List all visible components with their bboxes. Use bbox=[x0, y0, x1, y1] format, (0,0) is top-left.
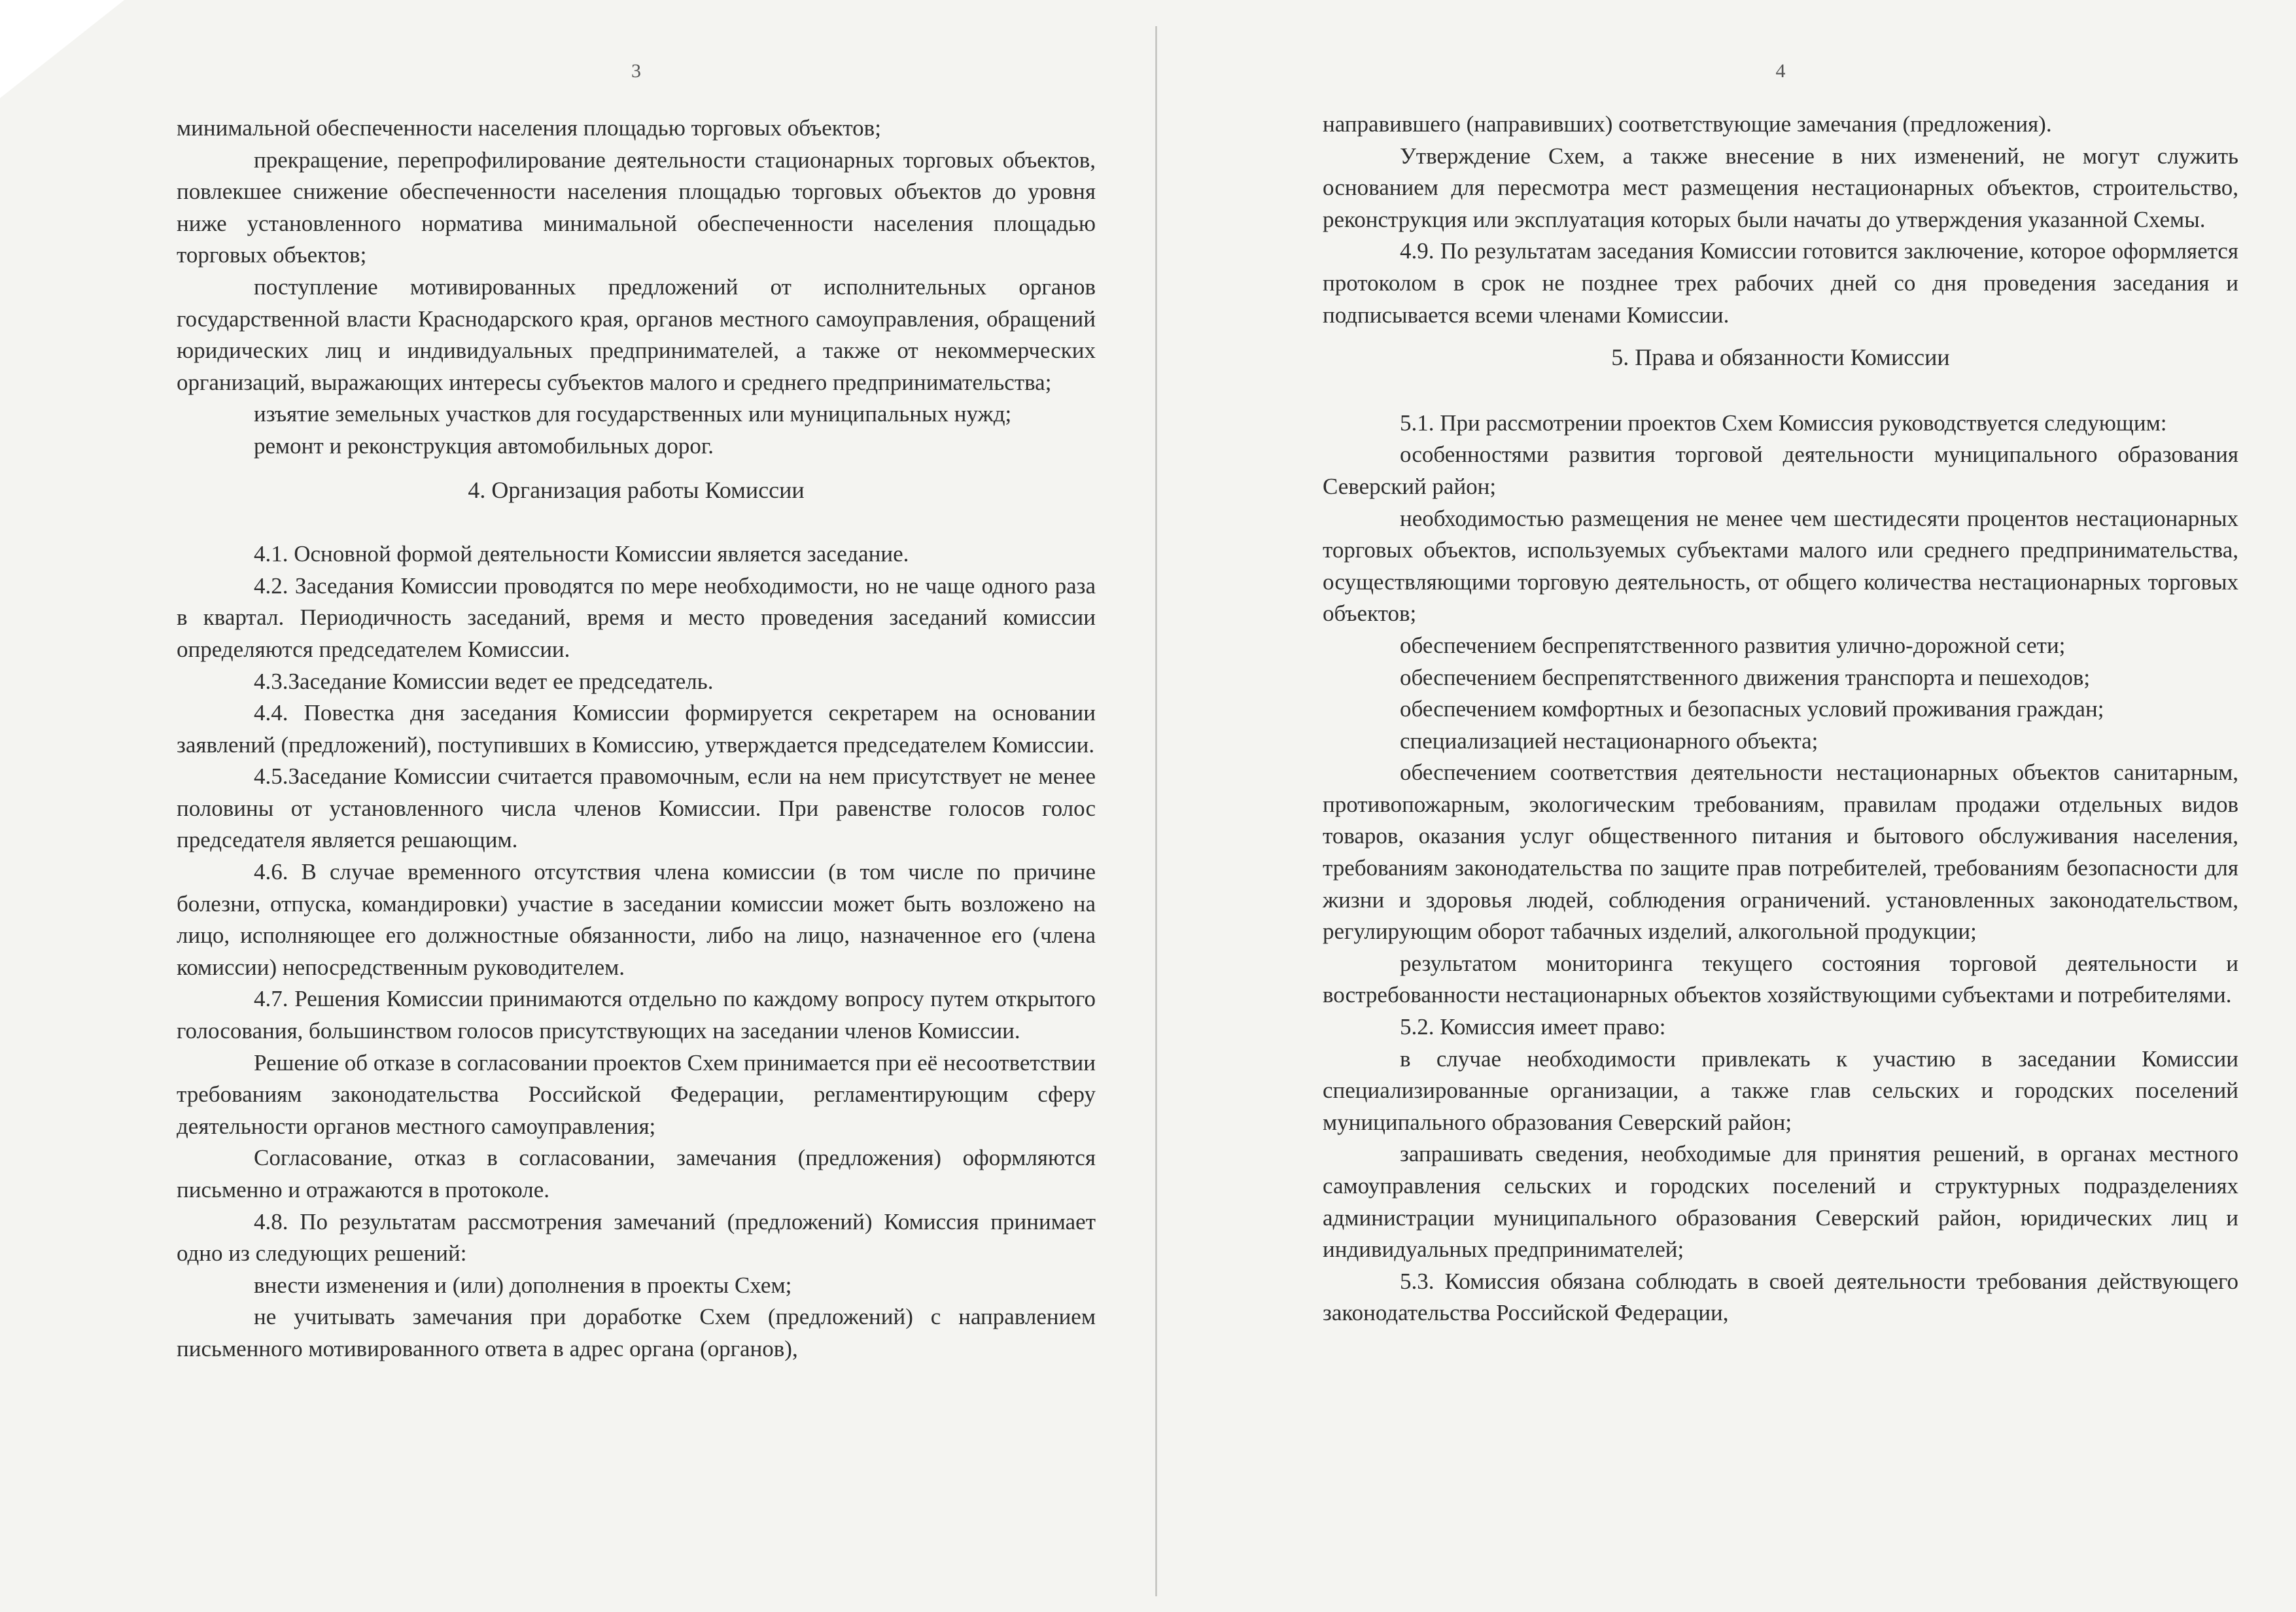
paragraph: 5.3. Комиссия обязана соблюдать в своей деятельности требования действующего законодательства Российской Федерации, bbox=[1323, 1268, 2238, 1326]
paragraph: необходимостью размещения не менее чем шестидесяти процентов нестационарных торговых объектов, используемых субъектами малого или среднего предпринимательства, осуществляющими торговую деятельность, от общего количества нестационарных торговых объектов; bbox=[1323, 505, 2238, 627]
right-page bbox=[1323, 0, 2238, 1612]
paragraphs-after-heading bbox=[1323, 408, 2238, 1329]
paragraph: минимальной обеспеченности населения площадью торговых объектов; bbox=[177, 115, 881, 141]
paragraph: Утверждение Схем, а также внесение в них изменений, не могут служить основанием для пересмотра мест размещения нестационарных объектов, строительство, реконструкция или эксплуатация которых были начаты до утверждения указанной Схемы. bbox=[1323, 143, 2238, 232]
paragraph: запрашивать сведения, необходимые для принятия решений, в органах местного самоуправления сельских и городских поселений и структурных подразделениях администрации муниципального образования Северский район, юридических лиц и индивидуальных предпринимателей; bbox=[1323, 1141, 2238, 1263]
paragraphs-before-heading bbox=[1323, 109, 2238, 331]
paragraph: обеспечением комфортных и безопасных условий проживания граждан; bbox=[1400, 696, 2104, 722]
paragraph: обеспечением беспрепятственного развития улично-дорожной сети; bbox=[1400, 632, 2066, 658]
paragraph: 5.2. Комиссия имеет право: bbox=[1400, 1014, 1666, 1040]
paragraph: 4.8. По результатам рассмотрения замечаний (предложений) Комиссия принимает одно из следующих решений: bbox=[177, 1208, 1096, 1267]
paragraph: обеспечением соответствия деятельности нестационарных объектов санитарным, противопожарным, экологическим требованиям, правилам продажи отдельных видов товаров, оказания услуг общественного питания и бытового обслуживания населения, требованиям законодательства по защите прав потребителей, требованиям безопасности для жизни и здоровья людей, соблюдения ограничений. установленных законодательством, регулирующим оборот табачных изделий, алкогольной продукции; bbox=[1323, 760, 2238, 945]
paragraph: 4.2. Заседания Комиссии проводятся по мере необходимости, но не чаще одного раза в квартал. Периодичность заседаний, время и место проведения заседаний комиссии определяются председателем Комиссии. bbox=[177, 572, 1096, 662]
page-body bbox=[177, 113, 1096, 1365]
paragraph: не учитывать замечания при доработке Схем (предложений) с направлением письменного мотивированного ответа в адрес органа (органов), bbox=[177, 1304, 1096, 1361]
paragraph: Решение об отказе в согласовании проектов Схем принимается при её несоответствии требованиям законодательства Российской Федерации, регламентирующим сферу деятельности органов местного самоуправления; bbox=[177, 1049, 1096, 1139]
page-number: 3 bbox=[631, 60, 641, 82]
paragraph: в случае необходимости привлекать к участию в заседании Комиссии специализированные организации, а также глав сельских и городских поселений муниципального образования Северский район; bbox=[1323, 1045, 2238, 1135]
paragraph: ремонт и реконструкция автомобильных дорог. bbox=[254, 432, 714, 459]
folded-corner bbox=[0, 0, 124, 98]
paragraph: 4.6. В случае временного отсутствия члена комиссии (в том числе по причине болезни, отпуска, командировки) участие в заседании комиссии может быть возложено на лицо, исполняющее его должностные обязанности, либо на лицо, назначенное его (члена комиссии) непосредственным руководителем. bbox=[177, 859, 1096, 980]
paragraph: специализацией нестационарного объекта; bbox=[1400, 727, 1818, 754]
paragraph: прекращение, перепрофилирование деятельности стационарных торговых объектов, повлекшее снижение обеспеченности населения площадью торговых объектов до уровня ниже установленного норматива минимальной обеспеченности населения площадью торговых объектов; bbox=[177, 147, 1096, 268]
paragraph: обеспечением беспрепятственного движения транспорта и пешеходов; bbox=[1400, 664, 2091, 690]
page-body bbox=[1323, 109, 2238, 1329]
paragraph: результатом мониторинга текущего состояния торговой деятельности и востребованности нестационарных объектов хозяйствующими субъектами и потребителями. bbox=[1323, 950, 2238, 1008]
paragraph: внести изменения и (или) дополнения в проекты Схем; bbox=[254, 1272, 792, 1298]
section-heading: 4. Организация работы Комиссии bbox=[468, 476, 805, 503]
paragraph: особенностями развития торговой деятельности муниципального образования Северский район; bbox=[1323, 442, 2238, 499]
paragraph: 4.7. Решения Комиссии принимаются отдельно по каждому вопросу путем открытого голосования, большинством голосов присутствующих на заседании членов Комиссии. bbox=[177, 986, 1096, 1044]
page-fold bbox=[1155, 26, 1157, 1596]
paragraph: поступление мотивированных предложений от исполнительных органов государственной власти Краснодарского края, органов местного самоуправления, обращений юридических лиц и индивидуальных предпринимателей, а также от некоммерческих организаций, выражающих интересы субъектов малого и среднего предпринимательства; bbox=[177, 273, 1096, 395]
paragraph: направившего (направивших) соответствующие замечания (предложения). bbox=[1323, 111, 2052, 137]
paragraph: 5.1. При рассмотрении проектов Схем Комиссия руководствуется следующим: bbox=[1400, 410, 2167, 436]
paragraphs-before-heading bbox=[177, 113, 1096, 463]
paragraph: 4.9. По результатам заседания Комиссии готовится заключение, которое оформляется протоколом в срок не позднее трех рабочих дней со дня проведения заседания и подписывается всеми членами Комиссии. bbox=[1323, 238, 2238, 328]
section-heading: 5. Права и обязанности Комиссии bbox=[1611, 344, 1950, 371]
paragraph: 4.4. Повестка дня заседания Комиссии формируется секретарем на основании заявлений (предложений), поступивших в Комиссию, утверждается председателем Комиссии. bbox=[177, 700, 1096, 758]
paragraph: изъятие земельных участков для государственных или муниципальных нужд; bbox=[254, 401, 1012, 427]
paragraphs-after-heading bbox=[177, 538, 1096, 1365]
left-page bbox=[177, 0, 1096, 1612]
paragraph: 4.1. Основной формой деятельности Комиссии является заседание. bbox=[254, 541, 909, 567]
paragraph: 4.3.Заседание Комиссии ведет ее председатель. bbox=[254, 668, 714, 694]
paragraph: 4.5.Заседание Комиссии считается правомочным, если на нем присутствует не менее половины от установленного числа членов Комиссии. При равенстве голосов голос председателя является решающим. bbox=[177, 763, 1096, 853]
page-number: 4 bbox=[1775, 60, 1786, 82]
paragraph: Согласование, отказ в согласовании, замечания (предложения) оформляются письменно и отражаются в протоколе. bbox=[177, 1145, 1096, 1202]
